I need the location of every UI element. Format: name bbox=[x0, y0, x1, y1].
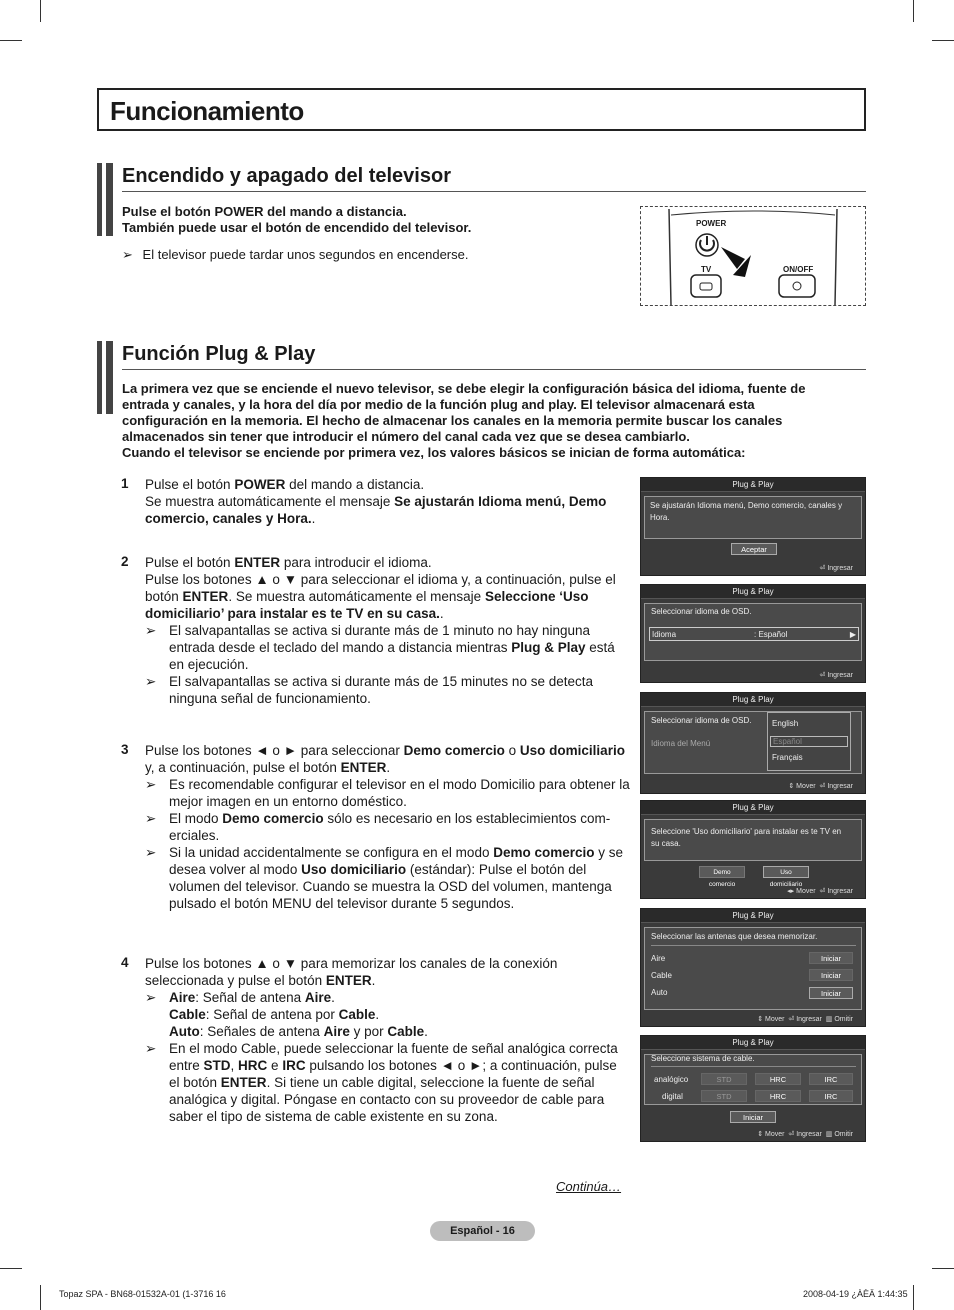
note-arrow-icon: ➢ bbox=[145, 674, 157, 689]
text: . bbox=[311, 511, 316, 526]
text: Idioma bbox=[652, 630, 677, 639]
step-3 bbox=[145, 742, 630, 912]
text: Aire bbox=[323, 1024, 350, 1039]
text: Omitir bbox=[834, 1016, 853, 1023]
menu-language-label: Idioma del Menú bbox=[651, 739, 711, 748]
step-1-line2 bbox=[145, 493, 630, 527]
note-text: El televisor puede tardar unos segundos en encenderse. bbox=[142, 247, 469, 262]
text: Ingresar bbox=[796, 1016, 822, 1023]
page-title: Funcionamiento bbox=[110, 96, 304, 126]
text: y se desea volver al modo bbox=[169, 845, 624, 877]
demo-comercio-button[interactable]: Demo comercio bbox=[699, 866, 745, 878]
language-selector[interactable] bbox=[649, 627, 859, 641]
digital-hrc-option[interactable]: HRC bbox=[755, 1090, 801, 1102]
text: Demo comercio bbox=[403, 743, 505, 758]
osd-footer bbox=[820, 564, 854, 572]
section-rule bbox=[122, 369, 866, 370]
crop-mark bbox=[0, 40, 22, 41]
text: IRC bbox=[282, 1058, 306, 1073]
text: ENTER bbox=[340, 760, 387, 775]
footer-right: 2008-04-19 ¿ÀÈÄ 1:44:35 bbox=[803, 1289, 908, 1299]
note-arrow-icon: ➢ bbox=[145, 623, 157, 638]
text: Mover bbox=[796, 888, 816, 895]
footer-left: Topaz SPA - BN68-01532A-01 (1-3716 16 bbox=[59, 1289, 226, 1299]
text: Uso domiciliario bbox=[301, 862, 407, 877]
text: Cable bbox=[387, 1024, 425, 1039]
text: Aire bbox=[169, 990, 196, 1005]
enter-icon: ⏎ bbox=[819, 783, 828, 790]
crop-mark bbox=[913, 0, 914, 22]
text: : Señal de antena bbox=[195, 990, 305, 1005]
start-cable-button[interactable]: Iniciar bbox=[809, 969, 853, 981]
section-heading: Función Plug & Play bbox=[122, 343, 316, 365]
remote-illustration bbox=[640, 206, 866, 306]
analog-std-option[interactable]: STD bbox=[701, 1073, 747, 1085]
text: Demo comercio bbox=[222, 811, 324, 826]
note-arrow-icon: ➢ bbox=[145, 990, 157, 1005]
osd-header: Plug & Play bbox=[641, 1036, 865, 1050]
move-icon: ⇕ bbox=[757, 1016, 766, 1023]
text: Uso domiciliario bbox=[519, 743, 625, 758]
osd-message: Seleccionar idioma de OSD. bbox=[651, 607, 752, 616]
crop-mark bbox=[932, 40, 954, 41]
left-right-icon: ◂▸ bbox=[787, 888, 797, 895]
option-english[interactable]: English bbox=[772, 719, 799, 728]
text: Pulse el botón bbox=[145, 477, 235, 492]
section-bar bbox=[97, 163, 102, 236]
option-francais[interactable]: Français bbox=[772, 753, 803, 762]
osd-header: Plug & Play bbox=[641, 693, 865, 707]
text: Ingresar bbox=[827, 672, 853, 679]
text: Aire bbox=[304, 990, 332, 1005]
text: Se muestra automáticamente el mensaje bbox=[145, 494, 395, 509]
continua-text: Continúa… bbox=[556, 1179, 622, 1194]
text: HRC bbox=[238, 1058, 268, 1073]
step-4 bbox=[145, 955, 630, 1125]
osd-screen-1 bbox=[640, 477, 866, 576]
text: . bbox=[424, 1024, 428, 1039]
text: . bbox=[375, 1007, 380, 1022]
osd-screen-6 bbox=[640, 1035, 866, 1142]
text: ENTER bbox=[182, 589, 229, 604]
step-3-note-3 bbox=[145, 844, 630, 912]
antenna-cable bbox=[169, 1006, 630, 1023]
move-icon: ⇕ bbox=[788, 783, 797, 790]
accept-button[interactable]: Aceptar bbox=[731, 543, 777, 555]
text: Ingresar bbox=[827, 565, 853, 572]
text: Pulse los botones ▲ o ▼ para memorizar los canales de la conexión seleccionada y pulse el botón bbox=[145, 956, 558, 988]
osd-footer bbox=[788, 782, 853, 790]
antenna-aire bbox=[169, 989, 630, 1006]
text: Mover bbox=[765, 1016, 785, 1023]
text: e bbox=[267, 1058, 283, 1073]
text: : Señales de antena bbox=[199, 1024, 324, 1039]
crop-mark bbox=[0, 1268, 22, 1269]
osd-footer bbox=[757, 1130, 853, 1138]
text: Cable bbox=[169, 1007, 206, 1022]
osd-message: Seleccionar las antenas que desea memorizar. bbox=[651, 932, 818, 941]
text: El modo bbox=[169, 811, 223, 826]
text: El salvapantallas se activa si durante más de 1 minuto no hay ninguna entrada desde el teclado del mando a distancia mientras bbox=[169, 623, 591, 655]
osd-message: Se ajustarán Idioma menú, Demo comercio, canales y Hora. bbox=[650, 501, 843, 522]
step-2 bbox=[145, 554, 630, 707]
text: y por bbox=[349, 1024, 388, 1039]
section1-line2: También puede usar el botón de encendido del televisor. bbox=[122, 220, 472, 235]
section2-intro2: Cuando el televisor se enciende por primera vez, los valores básicos se inician de forma automática: bbox=[122, 445, 746, 460]
step-number: 4 bbox=[121, 955, 129, 970]
text: sólo es necesario en los establecimientos com-erciales. bbox=[169, 811, 611, 843]
text: Demo comercio bbox=[493, 845, 595, 860]
osd-screen-4 bbox=[640, 800, 866, 899]
step-1-line1 bbox=[145, 476, 630, 493]
section1-line1: Pulse el botón POWER del mando a distancia. bbox=[122, 204, 407, 219]
osd-message: Seleccionar idioma de OSD. bbox=[651, 716, 752, 725]
osd-header: Plug & Play bbox=[641, 801, 865, 815]
start-button[interactable]: Iniciar bbox=[730, 1111, 776, 1123]
text: para introducir el idioma. bbox=[280, 555, 432, 570]
text: (estándar): Pulse el botón del volumen del televisor. Cuando se muestra la OSD del volumen, mantenga pulsado el botón MENU del televisor durante 5 segundos. bbox=[169, 862, 612, 911]
text: del mando a distancia. bbox=[285, 477, 425, 492]
osd-footer bbox=[787, 887, 853, 895]
text: Seleccione ‘Uso domiciliario’ para instalar es te TV en su casa. bbox=[145, 589, 589, 621]
osd-screen-2 bbox=[640, 584, 866, 683]
text: POWER bbox=[234, 477, 286, 492]
note-arrow-icon: ➢ bbox=[145, 777, 157, 792]
digital-row-label: digital bbox=[662, 1092, 683, 1101]
antenna-row-label: Auto bbox=[651, 988, 668, 997]
osd-message: Seleccione 'Uso domiciliario' para instalar es te TV en su casa. bbox=[651, 827, 842, 848]
osd-header: Plug & Play bbox=[641, 478, 865, 492]
text: Se ajustarán Idioma menú, Demo comercio, canales y Hora. bbox=[145, 494, 607, 526]
text: ENTER bbox=[220, 1075, 267, 1090]
note-arrow-icon: ➢ bbox=[145, 845, 157, 860]
step-4-note-2 bbox=[145, 1040, 630, 1125]
section1-note bbox=[122, 246, 468, 263]
osd-divider bbox=[651, 1066, 856, 1067]
antenna-row-label: Cable bbox=[651, 971, 672, 980]
step-4-note-1 bbox=[145, 989, 630, 1040]
text: . bbox=[371, 973, 376, 988]
text: Ingresar bbox=[827, 888, 853, 895]
text: Es recomendable configurar el televisor en el modo Domicilio para obtener la mejor imagen en un entorno doméstico. bbox=[169, 777, 630, 809]
section-rule bbox=[122, 191, 866, 192]
text: Plug & Play bbox=[511, 640, 586, 655]
text: : Señal de antena por bbox=[205, 1007, 339, 1022]
arrow-right-icon: ▶ bbox=[849, 630, 856, 639]
text: Mover bbox=[765, 1131, 785, 1138]
osd-divider bbox=[651, 945, 856, 946]
text: Auto bbox=[169, 1024, 200, 1039]
text: Mover bbox=[796, 783, 816, 790]
osd-footer bbox=[757, 1015, 853, 1023]
text: pulsando los botones ◄ o ►; a continuación, pulse el botón bbox=[169, 1058, 617, 1090]
text: y, a continuación, pulse el botón bbox=[145, 760, 341, 775]
step-4-line1 bbox=[145, 955, 630, 989]
text: : Español bbox=[754, 630, 788, 639]
step-number: 1 bbox=[121, 476, 129, 491]
note-arrow-icon: ➢ bbox=[122, 247, 133, 262]
tv-label: TV bbox=[701, 265, 712, 274]
enter-icon: ⏎ bbox=[819, 672, 828, 679]
page-number-badge: Español - 16 bbox=[430, 1221, 535, 1241]
text: Ingresar bbox=[827, 783, 853, 790]
skip-icon: ▥ bbox=[825, 1131, 835, 1138]
text: . bbox=[331, 990, 335, 1005]
note-arrow-icon: ➢ bbox=[145, 811, 157, 826]
text: , bbox=[230, 1058, 239, 1073]
crop-mark bbox=[40, 1285, 41, 1310]
step-2-line2 bbox=[145, 571, 630, 622]
step-3-note-2 bbox=[145, 810, 630, 844]
analog-irc-option[interactable]: IRC bbox=[809, 1073, 853, 1085]
text: . bbox=[439, 606, 444, 621]
text: Cable bbox=[338, 1007, 376, 1022]
option-espanol[interactable]: Español bbox=[770, 736, 848, 747]
onoff-label: ON/OFF bbox=[783, 265, 814, 274]
move-icon: ⇕ bbox=[757, 1131, 766, 1138]
enter-icon: ⏎ bbox=[819, 888, 828, 895]
crop-mark bbox=[913, 1285, 914, 1310]
language-dropdown bbox=[767, 712, 851, 771]
text: . Si tiene un cable digital, seleccione la fuente de señal analógica y digital. Póngase en contacto con su proveedor de cable para saber el tipo de sistema de cable existente en su zona. bbox=[169, 1075, 605, 1124]
text: . Se muestra automáticamente el mensaje bbox=[228, 589, 485, 604]
step-number: 2 bbox=[121, 554, 129, 569]
text: o bbox=[504, 743, 520, 758]
note-arrow-icon: ➢ bbox=[145, 1041, 157, 1056]
antenna-auto bbox=[169, 1023, 630, 1040]
text: STD bbox=[203, 1058, 231, 1073]
enter-icon: ⏎ bbox=[788, 1131, 797, 1138]
osd-screen-3 bbox=[640, 692, 866, 794]
analog-hrc-option[interactable]: HRC bbox=[755, 1073, 801, 1085]
antenna-row-label: Aire bbox=[651, 954, 666, 963]
crop-mark bbox=[932, 1268, 954, 1269]
section-bar bbox=[97, 341, 102, 414]
section-bar bbox=[106, 341, 113, 414]
text: El salvapantallas se activa si durante más de 15 minutes no se detecta ninguna señal de funcionamiento. bbox=[169, 674, 593, 706]
section-heading: Encendido y apagado del televisor bbox=[122, 165, 451, 187]
osd-header: Plug & Play bbox=[641, 585, 865, 599]
page-title-box bbox=[97, 88, 866, 131]
osd-header: Plug & Play bbox=[641, 909, 865, 923]
step-2-note-2 bbox=[145, 673, 630, 707]
text: ENTER bbox=[234, 555, 281, 570]
remote-drawing bbox=[641, 207, 867, 307]
osd-message: Seleccione sistema de cable. bbox=[651, 1054, 755, 1063]
step-3-note-1 bbox=[145, 776, 630, 810]
text: Pulse el botón bbox=[145, 555, 235, 570]
analog-row-label: analógico bbox=[654, 1075, 689, 1084]
text: En el modo Cable, puede seleccionar la fuente de señal analógica correcta entre bbox=[169, 1041, 618, 1073]
text: Omitir bbox=[834, 1131, 853, 1138]
osd-screen-5 bbox=[640, 908, 866, 1027]
text: . bbox=[386, 760, 391, 775]
step-number: 3 bbox=[121, 742, 129, 757]
step-3-line1 bbox=[145, 742, 630, 776]
text: Si la unidad accidentalmente se configura en el modo bbox=[169, 845, 494, 860]
enter-icon: ⏎ bbox=[819, 565, 828, 572]
enter-icon: ⏎ bbox=[788, 1016, 797, 1023]
step-2-note-1 bbox=[145, 622, 630, 673]
text: está en ejecución. bbox=[169, 640, 615, 672]
section2-intro: La primera vez que se enciende el nuevo televisor, se debe elegir la configuración básica del idioma, fuente de entrada y canales, y la hora del día por medio de la función plug and play. El televisor almacenará esta configuración en la memoria. El hecho de almacenar los canales en la memoria permite buscar los canales almacenados sin tener que introducir el número del canal cada vez que se desea cambiarlo. bbox=[122, 381, 806, 444]
digital-std-option[interactable]: STD bbox=[701, 1090, 747, 1102]
text: Pulse los botones ▲ o ▼ para seleccionar el idioma y, a continuación, pulse el botón bbox=[145, 572, 616, 604]
skip-icon: ▥ bbox=[825, 1016, 835, 1023]
uso-domiciliario-button[interactable]: Uso domiciliario bbox=[763, 866, 809, 878]
start-aire-button[interactable]: Iniciar bbox=[809, 952, 853, 964]
digital-irc-option[interactable]: IRC bbox=[809, 1090, 853, 1102]
osd-footer bbox=[820, 671, 854, 679]
text: Pulse los botones ◄ o ► para seleccionar bbox=[145, 743, 404, 758]
text: ENTER bbox=[325, 973, 372, 988]
power-label: POWER bbox=[696, 219, 727, 228]
step-2-line1 bbox=[145, 554, 630, 571]
section-bar bbox=[106, 163, 113, 236]
step-1 bbox=[145, 476, 630, 527]
start-auto-button[interactable]: Iniciar bbox=[809, 987, 853, 999]
text: Ingresar bbox=[796, 1131, 822, 1138]
crop-mark bbox=[40, 0, 41, 22]
